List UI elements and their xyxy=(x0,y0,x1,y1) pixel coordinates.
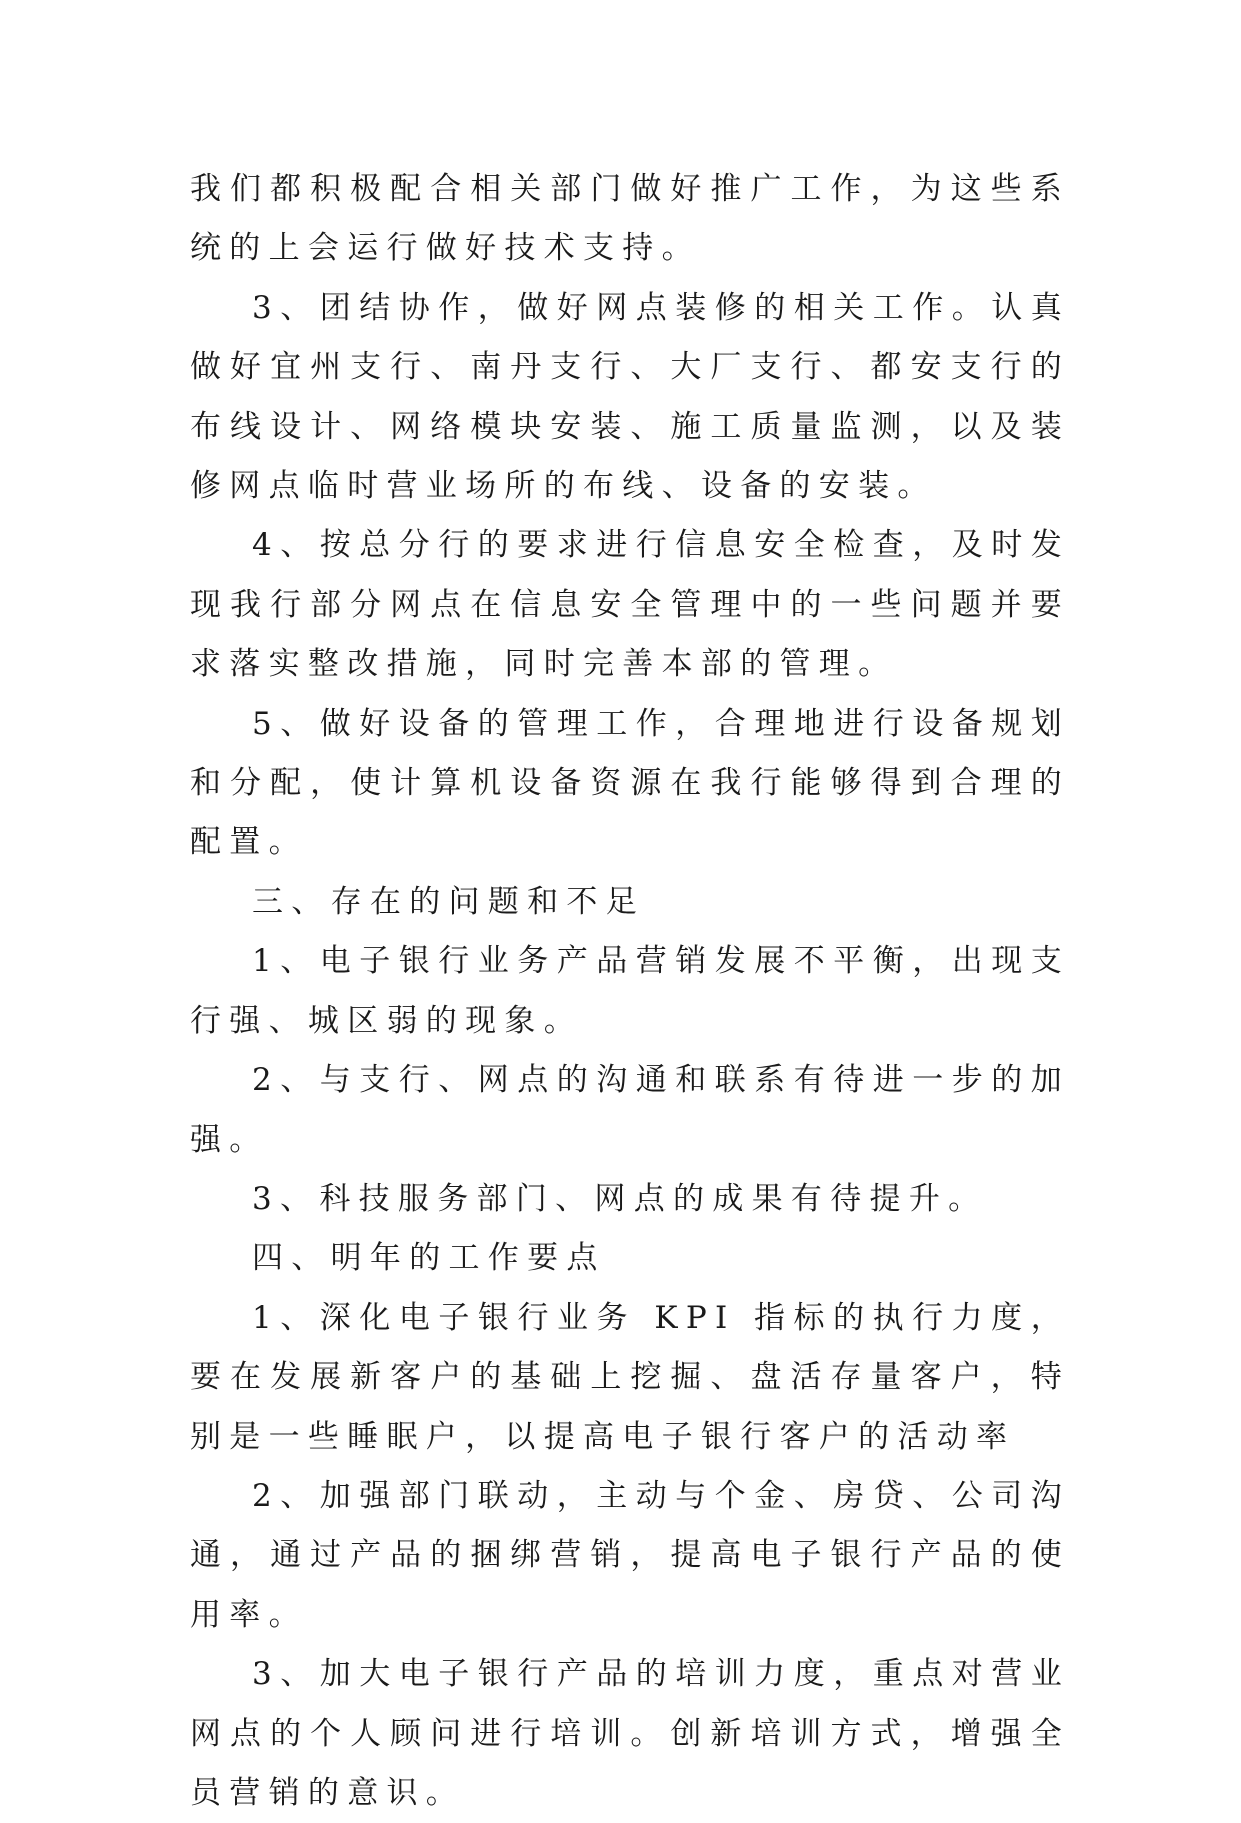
paragraph-problem-1: 1、电子银行业务产品营销发展不平衡，出现支行强、城区弱的现象。 xyxy=(190,943,1070,1039)
section-heading-next-year: 四、明年的工作要点 xyxy=(252,1240,606,1277)
section-heading-problems: 三、存在的问题和不足 xyxy=(252,883,645,920)
paragraph-item-4-security-check: 4、按总分行的要求进行信息安全检查，及时发现我行部分网点在信息安全管理中的一些问题并要求落实整改措施，同时完善本部的管理。 xyxy=(190,527,1070,683)
paragraph-item-5-equipment: 5、做好设备的管理工作，合理地进行设备规划和分配，使计算机设备资源在我行能够得到合理的配置。 xyxy=(190,705,1070,861)
paragraph-plan-1: 1、深化电子银行业务 KPI 指标的执行力度，要在发展新客户的基础上挖掘、盘活存量客户，特别是一些睡眠户，以提高电子银行客户的活动率 xyxy=(190,1299,1070,1455)
paragraph-problem-2: 2、与支行、网点的沟通和联系有待进一步的加强。 xyxy=(190,1062,1070,1158)
paragraph-continuation: 我们都积极配合相关部门做好推广工作，为这些系统的上会运行做好技术支持。 xyxy=(190,171,1070,267)
paragraph-plan-3: 3、加大电子银行产品的培训力度，重点对营业网点的个人顾问进行培训。创新培训方式，增强全员营销的意识。 xyxy=(190,1656,1070,1811)
paragraph-item-3-renovation: 3、团结协作，做好网点装修的相关工作。认真做好宜州支行、南丹支行、大厂支行、都安支行的布线设计、网络模块安装、施工质量监测，以及装修网点临时营业场所的布线、设备的安装。 xyxy=(190,289,1070,505)
paragraph-problem-3: 3、科技服务部门、网点的成果有待提升。 xyxy=(252,1180,988,1217)
paragraph-plan-2: 2、加强部门联动，主动与个金、房贷、公司沟通，通过产品的捆绑营销，提高电子银行产品的使用率。 xyxy=(190,1477,1070,1633)
document-body xyxy=(190,160,1070,1823)
